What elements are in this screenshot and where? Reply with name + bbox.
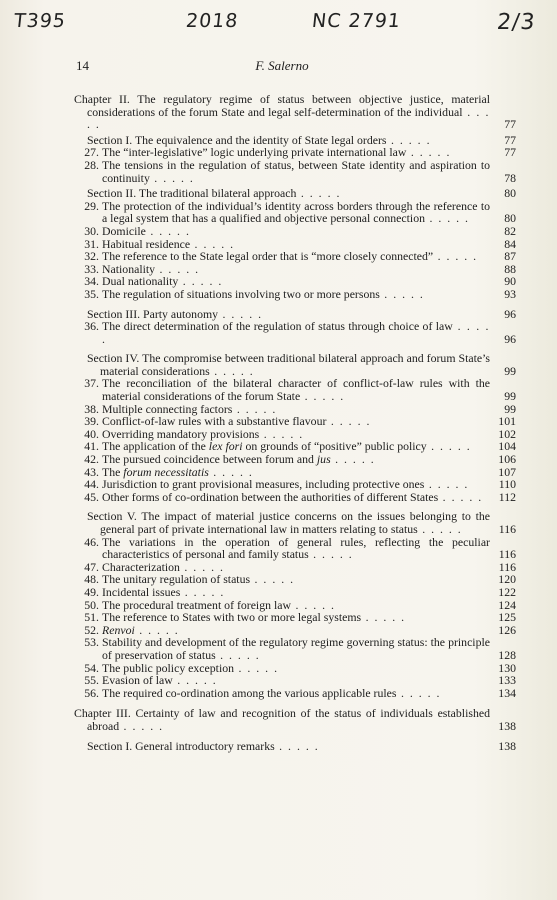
dot-leader: . . . . . xyxy=(406,145,451,160)
toc-entry-title: Section IV. The compromise between traditional bilateral approach and forum State’s material considerations xyxy=(87,351,490,378)
toc-entry-title: The reconciliation of the bilateral character of conflict-of-law rules with the material considerations of the forum State xyxy=(102,376,490,404)
toc-page-number: 80 xyxy=(504,211,516,226)
toc-page-number: 112 xyxy=(498,489,516,504)
toc-item-number: 56. xyxy=(84,685,99,700)
toc-entry-title: Renvoi xyxy=(102,622,135,637)
toc-item-number: 41. xyxy=(84,439,99,454)
dot-leader: . . . . . xyxy=(291,597,336,612)
toc-page-number: 116 xyxy=(498,547,516,562)
toc-item-number: 34. xyxy=(84,274,99,289)
toc-item-number: 37. xyxy=(84,376,99,391)
dot-leader: . . . . . xyxy=(172,673,218,688)
toc-item-number: 49. xyxy=(84,584,99,599)
toc-entry-title: Characterization xyxy=(102,559,180,574)
toc-page-number: 99 xyxy=(504,401,516,416)
toc-entry-title: The variations in the operation of general rules, reflecting the peculiar characteristics of personal and family status xyxy=(102,534,490,562)
toc-entry-title: Other forms of co-ordination between the authorities of different States xyxy=(102,489,439,504)
dot-leader: . . . . . xyxy=(190,236,235,251)
toc-entry-title: The tensions in the regulation of status, between State identity and aspiration to continuity xyxy=(102,157,490,185)
toc-entry-title: Jurisdiction to grant provisional measures, including protective ones xyxy=(102,477,425,492)
toc-page-number: 90 xyxy=(504,274,516,289)
dot-leader: . . . . . xyxy=(433,249,478,264)
toc-entry-title: Section I. General introductory remarks xyxy=(87,738,275,753)
toc-entry-title: The reference to States with two or more legal systems xyxy=(102,610,362,625)
dot-leader: . . . . . xyxy=(300,389,345,404)
toc-item-number: 45. xyxy=(84,489,99,504)
toc-item-number: 31. xyxy=(84,236,99,251)
toc-item-number: 53. xyxy=(84,635,99,650)
toc-page-number: 88 xyxy=(504,261,516,276)
dot-leader: . . . . . xyxy=(218,306,263,321)
toc-page-number: 77 xyxy=(504,117,516,132)
handwritten-reference: NC 2791 xyxy=(310,10,403,32)
toc-section xyxy=(74,740,516,753)
toc-page-number: 128 xyxy=(498,647,516,662)
dot-leader: . . . . . xyxy=(119,718,164,733)
toc-entry-title: The required co-ordination among the various applicable rules xyxy=(102,685,397,700)
toc-page-number: 82 xyxy=(504,223,516,238)
toc-entry-title: The application of the lex fori on grounds of “positive” public policy xyxy=(102,439,427,454)
dot-leader: . . . . . xyxy=(134,622,180,637)
toc-page-number: 138 xyxy=(498,718,516,733)
toc-page-number: 80 xyxy=(504,186,516,201)
toc-item-number: 40. xyxy=(84,426,99,441)
toc-item-number: 30. xyxy=(84,223,99,238)
toc-page-number: 133 xyxy=(498,673,516,688)
toc-item xyxy=(74,491,516,504)
toc-entry-title: The reference to the State legal order that is “more closely connected” xyxy=(102,249,434,264)
toc-page-number: 96 xyxy=(504,331,516,346)
toc-page-number: 99 xyxy=(504,363,516,378)
handwritten-code: T395 xyxy=(12,10,68,32)
toc-page-number: 87 xyxy=(504,249,516,264)
toc-page-number: 77 xyxy=(504,145,516,160)
dot-leader: . . . . . xyxy=(259,426,304,441)
toc-item-number: 54. xyxy=(84,660,99,675)
dot-leader: . . . . . xyxy=(208,464,254,479)
toc-page-number: 96 xyxy=(504,306,516,321)
toc-item xyxy=(74,687,516,700)
toc-page-number: 116 xyxy=(498,522,516,536)
toc-page-number: 78 xyxy=(504,170,516,185)
dot-leader: . . . . . xyxy=(425,211,470,226)
toc-item-number: 29. xyxy=(84,198,99,213)
toc-page-number: 93 xyxy=(504,286,516,301)
toc-entry-title: The regulation of situations involving two or more persons xyxy=(102,286,380,301)
dot-leader: . . . . . xyxy=(379,286,425,301)
toc-entry-title: Section I. The equivalence and the identity of State legal orders xyxy=(87,132,387,147)
dot-leader: . . . . . xyxy=(232,401,277,416)
toc-entry-title: Evasion of law xyxy=(102,673,173,688)
toc-chapter xyxy=(74,93,516,131)
handwritten-year: 2018 xyxy=(184,10,240,32)
toc-item-number: 36. xyxy=(84,319,99,334)
toc-item xyxy=(74,288,516,301)
toc-entry-title: Domicile xyxy=(102,223,146,238)
toc-entry-title: The pursued coincidence between forum and jus xyxy=(102,452,331,467)
toc-page-number: 120 xyxy=(498,572,516,587)
dot-leader: . . . . . xyxy=(426,439,472,454)
toc-item-number: 39. xyxy=(84,414,99,429)
toc-section xyxy=(74,352,516,377)
toc-item-number: 35. xyxy=(84,286,99,301)
dot-leader: . . . . . xyxy=(215,647,261,662)
toc-item xyxy=(74,320,516,345)
toc-item-number: 43. xyxy=(84,464,99,479)
dot-leader: . . . . . xyxy=(424,477,469,492)
dot-leader: . . . . . xyxy=(179,559,225,574)
dot-leader: . . . . . xyxy=(102,319,490,346)
toc-entry-title: Section V. The impact of material justice concerns on the issues belonging to the general part of private international law in matters relating to status xyxy=(87,509,490,536)
toc-item-number: 48. xyxy=(84,572,99,587)
toc-item-number: 52. xyxy=(84,622,99,637)
dot-leader: . . . . . xyxy=(87,104,490,132)
toc-item-number: 28. xyxy=(84,157,99,172)
toc-item xyxy=(74,377,516,402)
toc-item-number: 33. xyxy=(84,261,99,276)
handwritten-fraction: 2/3 xyxy=(495,10,537,35)
toc-item xyxy=(74,636,516,661)
toc-page-number: 99 xyxy=(504,389,516,404)
toc-entry-title: Stability and development of the regulatory regime governing status: the principle of preservation of status xyxy=(102,635,490,662)
toc-item-number: 46. xyxy=(84,534,99,549)
toc-chapter xyxy=(74,707,516,732)
toc-item-number: 55. xyxy=(84,673,99,688)
dot-leader: . . . . . xyxy=(330,452,376,467)
dot-leader: . . . . . xyxy=(178,274,223,289)
toc-page-number: 107 xyxy=(498,464,516,479)
dot-leader: . . . . . xyxy=(308,547,354,562)
toc-page-number: 126 xyxy=(498,622,516,637)
toc-entry-title: The direct determination of the regulation of status through choice of law xyxy=(102,319,453,334)
toc-page-number: 101 xyxy=(498,414,516,429)
toc-entry-title: Multiple connecting factors xyxy=(102,401,233,416)
toc-entry-title: Conflict-of-law rules with a substantive flavour xyxy=(102,414,327,429)
dot-leader: . . . . . xyxy=(438,489,483,504)
toc-item-number: 50. xyxy=(84,597,99,612)
toc-page-number: 104 xyxy=(498,439,516,454)
toc-page-number: 102 xyxy=(498,426,516,441)
dot-leader: . . . . . xyxy=(180,584,225,599)
toc-item-number: 42. xyxy=(84,452,99,467)
toc-page-number: 116 xyxy=(498,559,516,574)
toc-page-number: 110 xyxy=(498,477,516,492)
dot-leader: . . . . . xyxy=(361,610,406,625)
running-author: F. Salerno xyxy=(255,58,309,73)
dot-leader: . . . . . xyxy=(145,223,191,238)
dot-leader: . . . . . xyxy=(234,660,279,675)
dot-leader: . . . . . xyxy=(250,572,295,587)
toc-item-number: 47. xyxy=(84,559,99,574)
toc-item-number: 44. xyxy=(84,477,99,492)
toc-entry-title: The “inter-legislative” logic underlying private international law xyxy=(102,145,407,160)
toc-entry-title: The unitary regulation of status xyxy=(102,572,251,587)
toc-entry-title: Incidental issues xyxy=(102,584,181,599)
dot-leader: . . . . . xyxy=(326,414,371,429)
table-of-contents xyxy=(74,93,516,752)
toc-entry-title: The procedural treatment of foreign law xyxy=(102,597,291,612)
toc-entry-title: Chapter III. Certainty of law and recognition of the status of individuals established abroad xyxy=(74,706,490,733)
page-number: 14 xyxy=(76,58,89,73)
dot-leader: . . . . . xyxy=(386,132,432,147)
toc-page-number: 77 xyxy=(504,132,516,147)
toc-page-number: 106 xyxy=(498,452,516,467)
dot-leader: . . . . . xyxy=(274,738,320,753)
running-header xyxy=(76,58,488,76)
toc-page-number: 122 xyxy=(498,584,516,599)
toc-item-number: 51. xyxy=(84,610,99,625)
toc-item xyxy=(74,159,516,184)
toc-entry-title: Overriding mandatory provisions xyxy=(102,426,260,441)
toc-item xyxy=(74,200,516,225)
toc-item-number: 32. xyxy=(84,249,99,264)
toc-entry-title: Section II. The traditional bilateral approach xyxy=(87,186,297,201)
toc-page-number: 84 xyxy=(504,236,516,251)
toc-entry-title: Section III. Party autonomy xyxy=(87,306,219,321)
toc-entry-title: Nationality xyxy=(102,261,156,276)
dot-leader: . . . . . xyxy=(396,685,441,700)
toc-page-number: 138 xyxy=(498,738,516,753)
toc-entry-title: The forum necessitatis xyxy=(102,464,209,479)
dot-leader: . . . . . xyxy=(209,363,255,378)
toc-item-number: 27. xyxy=(84,145,99,160)
toc-entry-title: Habitual residence xyxy=(102,236,191,251)
toc-entry-title: The protection of the individual’s identity across borders through the reference to a legal system that has a qualified and objective personal connection xyxy=(102,198,490,226)
dot-leader: . . . . . xyxy=(149,170,195,185)
toc-page-number: 125 xyxy=(498,610,516,625)
toc-page-number: 124 xyxy=(498,597,516,612)
dot-leader: . . . . . xyxy=(296,186,341,201)
dot-leader: . . . . . xyxy=(155,261,200,276)
dot-leader: . . . . . xyxy=(417,522,463,536)
toc-page-number: 134 xyxy=(498,685,516,700)
toc-entry-title: The public policy exception xyxy=(102,660,235,675)
toc-item xyxy=(74,536,516,561)
toc-entry-title: Dual nationality xyxy=(102,274,179,289)
toc-page-number: 130 xyxy=(498,660,516,675)
toc-entry-title: Chapter II. The regulatory regime of status between objective justice, material considerations of the forum State and legal self-determination of the individual xyxy=(74,92,490,119)
toc-item-number: 38. xyxy=(84,401,99,416)
toc-section xyxy=(74,510,516,535)
